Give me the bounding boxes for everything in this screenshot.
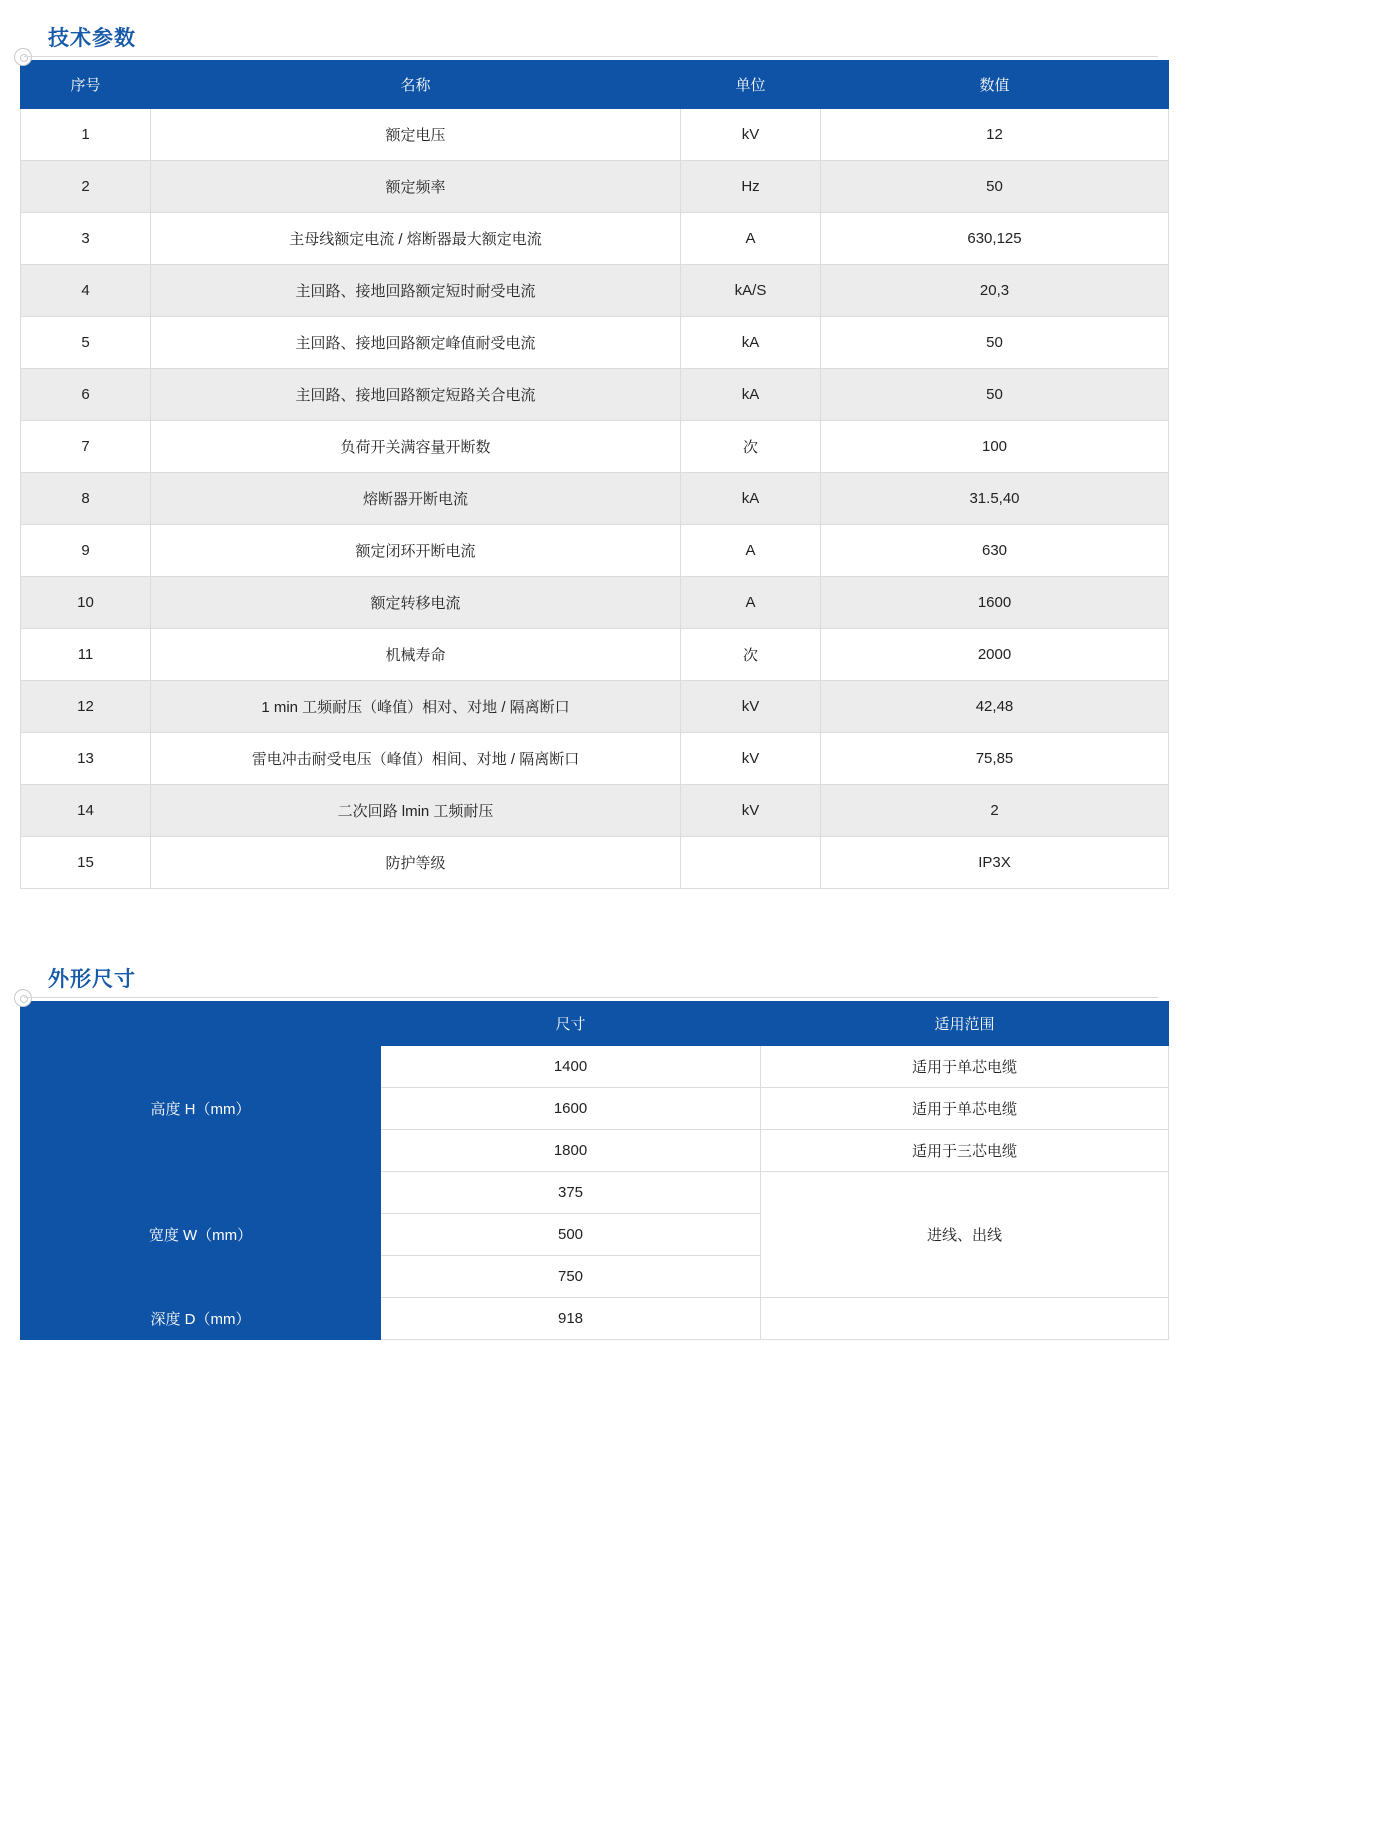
cell-name: 防护等级 xyxy=(151,837,681,889)
cell-name: 负荷开关满容量开断数 xyxy=(151,421,681,473)
cell-name: 主母线额定电流 / 熔断器最大额定电流 xyxy=(151,213,681,265)
cell-value: 100 xyxy=(821,421,1169,473)
cell-size: 1400 xyxy=(381,1046,761,1088)
cell-index: 2 xyxy=(21,161,151,213)
cell-value: 20,3 xyxy=(821,265,1169,317)
cell-name: 额定转移电流 xyxy=(151,577,681,629)
row-label-width: 宽度 W（mm） xyxy=(21,1172,381,1298)
cell-index: 5 xyxy=(21,317,151,369)
cell-name: 额定闭环开断电流 xyxy=(151,525,681,577)
cell-value: 12 xyxy=(821,109,1169,161)
cell-unit: kA/S xyxy=(681,265,821,317)
cell-unit: kA xyxy=(681,317,821,369)
column-header-size: 尺寸 xyxy=(381,1002,761,1046)
bullet-marker-icon xyxy=(14,989,32,1007)
cell-size: 375 xyxy=(381,1172,761,1214)
column-header-name: 名称 xyxy=(151,61,681,109)
cell-name: 主回路、接地回路额定短路关合电流 xyxy=(151,369,681,421)
header-divider xyxy=(24,56,1158,57)
dimensions-table xyxy=(20,1001,1169,1340)
table-row xyxy=(21,577,1169,629)
cell-index: 15 xyxy=(21,837,151,889)
cell-unit: kV xyxy=(681,785,821,837)
cell-name: 主回路、接地回路额定峰值耐受电流 xyxy=(151,317,681,369)
cell-size: 1600 xyxy=(381,1088,761,1130)
cell-name: 主回路、接地回路额定短时耐受电流 xyxy=(151,265,681,317)
cell-unit: kV xyxy=(681,733,821,785)
table-row xyxy=(21,629,1169,681)
cell-unit xyxy=(681,837,821,889)
cell-unit: kV xyxy=(681,681,821,733)
table-row xyxy=(21,421,1169,473)
column-header-unit: 单位 xyxy=(681,61,821,109)
column-header-index: 序号 xyxy=(21,61,151,109)
table-row xyxy=(21,1172,1169,1214)
cell-value: IP3X xyxy=(821,837,1169,889)
table-row xyxy=(21,473,1169,525)
section-tech-params xyxy=(0,0,1373,889)
header-divider xyxy=(24,997,1158,998)
column-header-scope: 适用范围 xyxy=(761,1002,1169,1046)
cell-index: 14 xyxy=(21,785,151,837)
cell-value: 31.5,40 xyxy=(821,473,1169,525)
table-row xyxy=(21,161,1169,213)
cell-index: 7 xyxy=(21,421,151,473)
cell-unit: kV xyxy=(681,109,821,161)
cell-index: 10 xyxy=(21,577,151,629)
cell-value: 50 xyxy=(821,161,1169,213)
cell-size: 500 xyxy=(381,1214,761,1256)
cell-value: 2 xyxy=(821,785,1169,837)
table-row xyxy=(21,1046,1169,1088)
table-row xyxy=(21,265,1169,317)
cell-scope: 进线、出线 xyxy=(761,1172,1169,1298)
cell-name: 二次回路 lmin 工频耐压 xyxy=(151,785,681,837)
table-row xyxy=(21,317,1169,369)
section-header-dimensions xyxy=(0,941,1373,1001)
cell-unit: A xyxy=(681,213,821,265)
table-row xyxy=(21,369,1169,421)
cell-index: 6 xyxy=(21,369,151,421)
cell-unit: kA xyxy=(681,473,821,525)
cell-index: 9 xyxy=(21,525,151,577)
table-header-row xyxy=(21,61,1169,109)
cell-name: 额定电压 xyxy=(151,109,681,161)
section-dimensions xyxy=(0,941,1373,1340)
cell-value: 50 xyxy=(821,317,1169,369)
cell-unit: A xyxy=(681,525,821,577)
cell-value: 2000 xyxy=(821,629,1169,681)
cell-unit: A xyxy=(681,577,821,629)
table-row xyxy=(21,681,1169,733)
cell-index: 3 xyxy=(21,213,151,265)
cell-name: 1 min 工频耐压（峰值）相对、对地 / 隔离断口 xyxy=(151,681,681,733)
section-spacer xyxy=(0,889,1373,941)
cell-value: 1600 xyxy=(821,577,1169,629)
cell-value: 630,125 xyxy=(821,213,1169,265)
table-row xyxy=(21,213,1169,265)
section-title-tech-params: 技术参数 xyxy=(48,27,136,50)
cell-unit: Hz xyxy=(681,161,821,213)
cell-scope: 适用于三芯电缆 xyxy=(761,1130,1169,1172)
cell-index: 12 xyxy=(21,681,151,733)
cell-value: 50 xyxy=(821,369,1169,421)
table-row xyxy=(21,785,1169,837)
row-label-height: 高度 H（mm） xyxy=(21,1046,381,1172)
cell-size: 918 xyxy=(381,1298,761,1340)
tech-params-table xyxy=(20,60,1169,889)
cell-index: 11 xyxy=(21,629,151,681)
cell-index: 1 xyxy=(21,109,151,161)
cell-size: 1800 xyxy=(381,1130,761,1172)
cell-scope: 适用于单芯电缆 xyxy=(761,1046,1169,1088)
column-header-value: 数值 xyxy=(821,61,1169,109)
cell-size: 750 xyxy=(381,1256,761,1298)
cell-index: 8 xyxy=(21,473,151,525)
cell-scope: 适用于单芯电缆 xyxy=(761,1088,1169,1130)
cell-index: 4 xyxy=(21,265,151,317)
cell-name: 熔断器开断电流 xyxy=(151,473,681,525)
section-title-dimensions: 外形尺寸 xyxy=(48,968,136,991)
table-row xyxy=(21,525,1169,577)
bullet-marker-icon xyxy=(14,48,32,66)
cell-name: 额定频率 xyxy=(151,161,681,213)
table-row xyxy=(21,1298,1169,1340)
table-header-row xyxy=(21,1002,1169,1046)
cell-name: 雷电冲击耐受电压（峰值）相间、对地 / 隔离断口 xyxy=(151,733,681,785)
cell-unit: 次 xyxy=(681,421,821,473)
cell-value: 75,85 xyxy=(821,733,1169,785)
table-row xyxy=(21,733,1169,785)
cell-value: 42,48 xyxy=(821,681,1169,733)
table-row xyxy=(21,837,1169,889)
row-label-depth: 深度 D（mm） xyxy=(21,1298,381,1340)
cell-value: 630 xyxy=(821,525,1169,577)
cell-scope xyxy=(761,1298,1169,1340)
cell-index: 13 xyxy=(21,733,151,785)
cell-unit: 次 xyxy=(681,629,821,681)
cell-name: 机械寿命 xyxy=(151,629,681,681)
table-row xyxy=(21,109,1169,161)
column-header-blank xyxy=(21,1002,381,1046)
section-header-tech-params xyxy=(0,0,1373,60)
cell-unit: kA xyxy=(681,369,821,421)
